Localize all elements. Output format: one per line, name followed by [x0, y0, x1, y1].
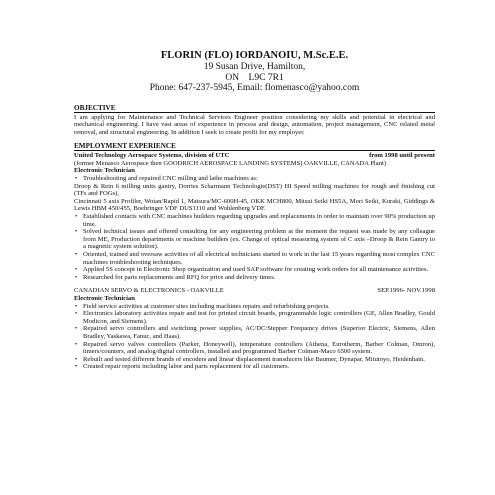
list-item: Cincinnati 5 axis Profiler, Wotan/Rapid 1, Matsura/MC-600H-45, OKK MCH800, Mitsui Seiki HS5A, Mori Seiki, Kuraki, Giddings & Lewis HBM 450/455, Boehringer VDF DUS1110 and Wohlenberg VDF.: [74, 197, 435, 213]
section-divider: [74, 150, 435, 151]
job-entry-canadian-servo: [74, 287, 435, 371]
list-item: • Solved technical issues and offered consulting for any engineering problem at the moment the request was made by any colleague from ME, Production departments or machine builders (ex. Change of optical measuring system of C axis –Droop & Rein Gantry to a magnetic system solution).: [74, 228, 435, 251]
job-role: Electronic Technician: [74, 294, 135, 302]
address-line-1: 19 Susan Drive, Hamilton,: [203, 62, 306, 72]
job-former-name: (former Menasco Aerospace then GOODRICH AEROSPACE LANDING SYSTEMS) OAKVILLE, CANADA Plant): [74, 159, 387, 167]
list-item: • Rebuilt and tested different brands of encoders and linear displacement transducers like Baumer, Dynapar, Mitutoyo, Heidenhain.: [74, 356, 435, 364]
job-company: United Technology Aerospace Systems, division of UTC: [74, 152, 230, 160]
list-item: • Established contacts with CNC machines builders regarding upgrades and replacements in order to maintain over 90% production up time.: [74, 213, 435, 228]
job-duties: [74, 175, 435, 281]
contact-line: Phone: 647-237-5945, Email: flomenasco@yahoo.com: [149, 83, 360, 93]
list-item: • Oriented, trained and oversaw activities of all electrical technicians started to work in the last 15 years regarding most complex CNC machines troubleshooting techniques.: [74, 251, 435, 266]
job-heading: [74, 287, 435, 295]
experience-section: [74, 142, 435, 371]
candidate-name: FLORIN (FLO) IORDANOIU, M.Sc.E.E.: [160, 50, 349, 61]
list-item: • Researched for parts replacements and RFQ for price and delivery times.: [74, 274, 435, 282]
job-role: Electronic Technician: [74, 167, 135, 175]
list-item: • Created repair reports including labor and parts replacement for all customers.: [74, 363, 435, 371]
list-item: • Troubleshooting and repaired CNC milling and lathe machines as:: [74, 175, 435, 183]
job-entry-utc: [74, 152, 435, 281]
job-duties: [74, 303, 435, 371]
address-line-2: ON L9C 7R1: [225, 72, 284, 83]
list-item: • Electronics laboratory activities repair and test for printed circuit boards, programmable logic controllers (GE, Allen Bradley, Gould Modicon, and Siemens).: [74, 310, 435, 325]
job-dates: from 1998 until present: [369, 152, 435, 160]
list-item: Droop & Rein 6 milling units gantry, Dorries Scharmann Technologie(DST) HI Speed milling machines for rough and finishing cut (TFs and FOGs),: [74, 182, 435, 198]
objective-section: [74, 104, 435, 137]
job-company: CANADIAN SERVO & ELECTRONICS - OAKVILLE: [74, 287, 224, 295]
objective-text: I am applying for Maintenance and Technical Services Engineer position considering my skills and potential in electrical and mechanical engineering. I have vast areas of experience in process and design, automation, project management, CNC related metal removal, and structural engineering. In addition I seek to create profit for my employer.: [74, 113, 435, 136]
job-dates: SEP.1996- NOV.1998: [377, 287, 435, 295]
resume-header: [74, 50, 435, 94]
list-item: • Repaired servo controllers and switching power supplies, AC/DC/Stepper Frequency drives (Superior Electric, Siemens, Allen Bradley, Yaskawa, Fanuc, and Haas).: [74, 325, 435, 340]
experience-title: EMPLOYMENT EXPERIENCE: [74, 142, 176, 151]
list-item: • Applied 5S concept in Electronic Shop organization and used SAP software for creating work orders for all maintenance activities.: [74, 266, 435, 274]
section-divider: [74, 112, 435, 113]
list-item: • Field service activities at customer sites including machines repairs and refurbishing projects.: [74, 303, 435, 311]
objective-title: OBJECTIVE: [74, 103, 116, 112]
list-item: • Repaired servo valves controllers (Parker, Honeywell), temperature controllers (Athena, Eurotherm, Barber Colman, Omron), timers/counters, and analog/digital controllers, installed and programmed Barber Colman-Maco 6500 system.: [74, 341, 435, 356]
job-heading: [74, 152, 435, 160]
